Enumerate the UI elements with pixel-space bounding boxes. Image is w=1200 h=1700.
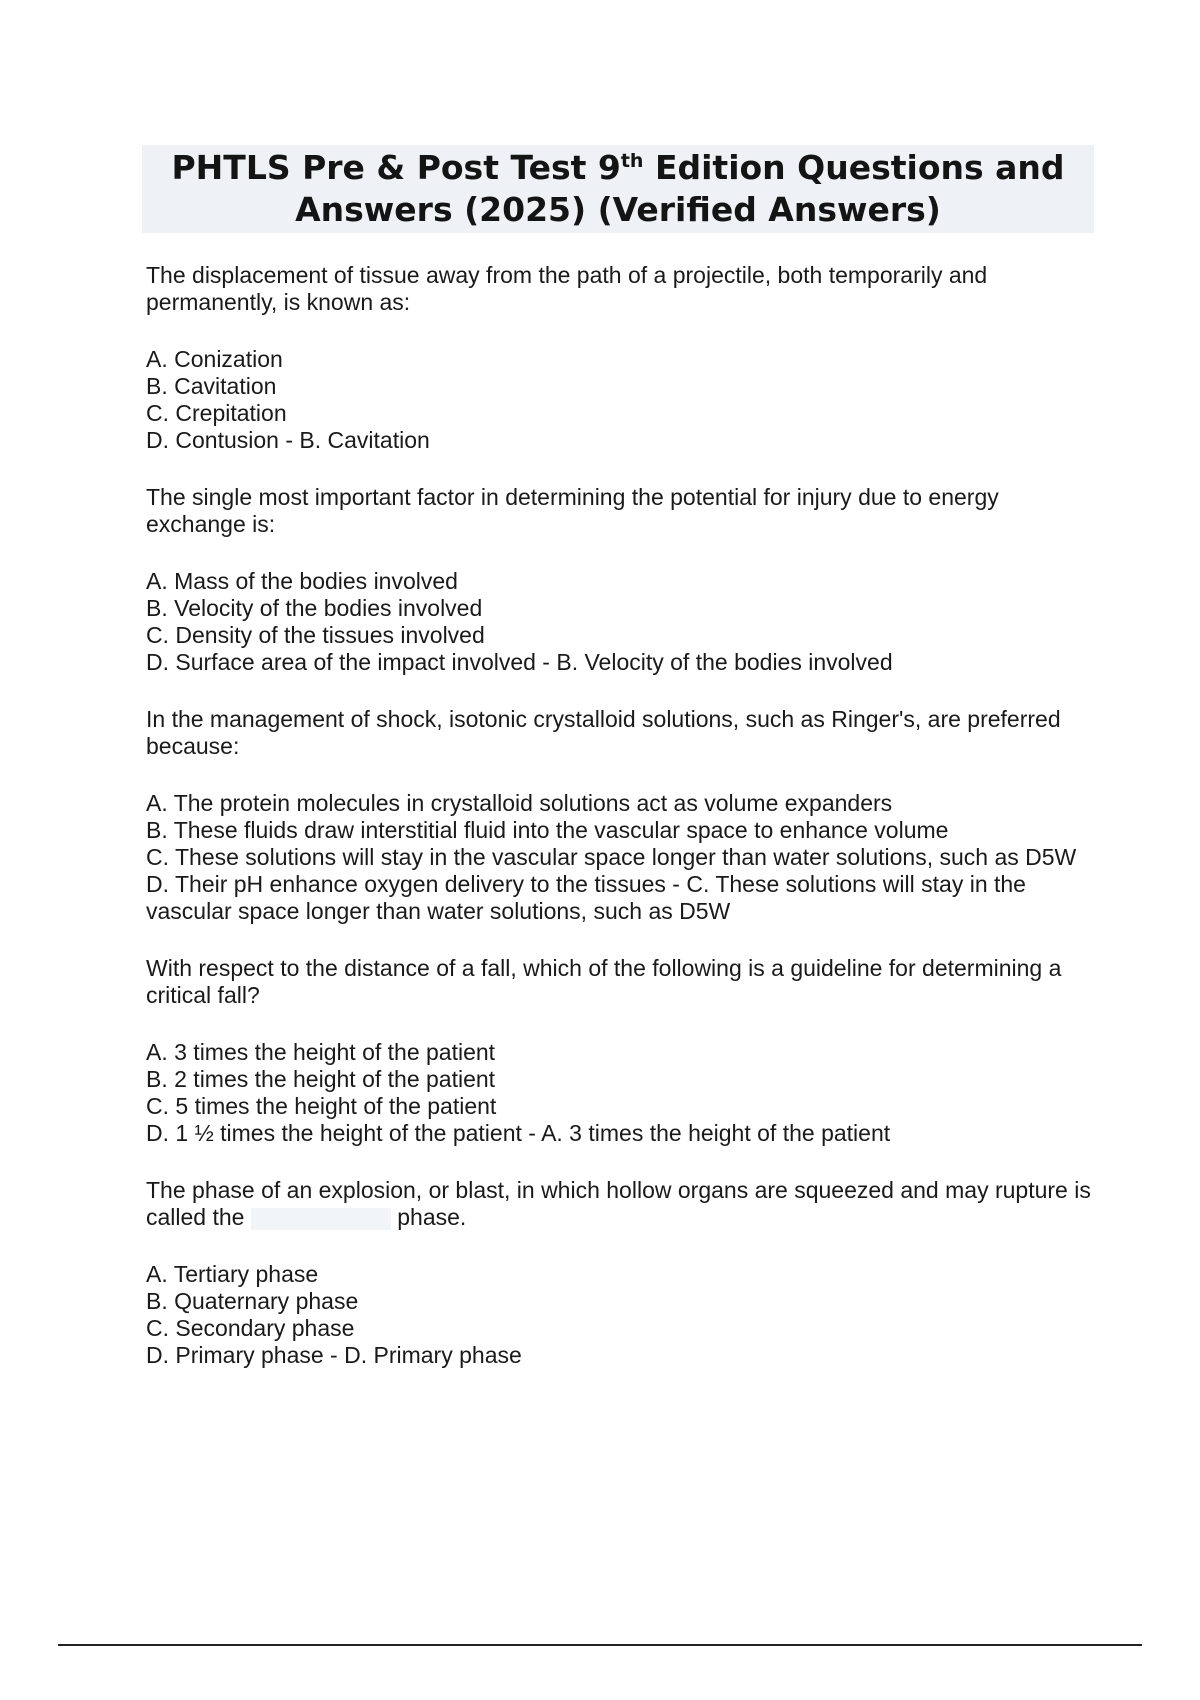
question-5 bbox=[146, 1177, 1096, 1369]
question-text-before-blank: The phase of an explosion, or blast, in which hollow organs are squeezed and may rupture is called the bbox=[146, 1177, 1091, 1230]
option-c: C. Secondary phase bbox=[146, 1315, 355, 1341]
title-line-1 bbox=[142, 147, 1094, 189]
answer-options bbox=[146, 346, 1096, 454]
title-superscript: th bbox=[620, 150, 644, 172]
option-a: A. The protein molecules in crystalloid solutions act as volume expanders bbox=[146, 790, 893, 816]
option-b: B. Quaternary phase bbox=[146, 1288, 359, 1314]
fill-in-blank bbox=[251, 1208, 391, 1230]
question-1 bbox=[146, 262, 1096, 454]
option-d-with-answer: D. Primary phase - D. Primary phase bbox=[146, 1342, 522, 1368]
document-title bbox=[142, 145, 1094, 233]
question-4 bbox=[146, 955, 1096, 1147]
question-text: The displacement of tissue away from the path of a projectile, both temporarily and permanently, is known as: bbox=[146, 262, 988, 315]
title-line-1-after: Edition Questions and bbox=[643, 148, 1065, 187]
option-c: C. Density of the tissues involved bbox=[146, 622, 485, 648]
answer-options bbox=[146, 1261, 1096, 1369]
option-b: B. Cavitation bbox=[146, 373, 277, 399]
answer-options bbox=[146, 790, 1096, 925]
option-d-with-answer: D. Surface area of the impact involved - B. Velocity of the bodies involved bbox=[146, 649, 893, 675]
footer-divider bbox=[58, 1644, 1142, 1646]
answer-options bbox=[146, 568, 1096, 676]
option-b: B. 2 times the height of the patient bbox=[146, 1066, 496, 1092]
option-d-with-answer: D. Contusion - B. Cavitation bbox=[146, 427, 430, 453]
question-3 bbox=[146, 706, 1096, 925]
option-b: B. These fluids draw interstitial fluid into the vascular space to enhance volume bbox=[146, 817, 949, 843]
option-a: A. Conization bbox=[146, 346, 283, 372]
title-line-2: Answers (2025) (Verified Answers) bbox=[295, 190, 941, 229]
option-c: C. These solutions will stay in the vascular space longer than water solutions, such as D5W bbox=[146, 844, 1077, 870]
question-text bbox=[146, 1177, 1096, 1231]
option-b: B. Velocity of the bodies involved bbox=[146, 595, 483, 621]
option-c: C. Crepitation bbox=[146, 400, 287, 426]
question-text: In the management of shock, isotonic crystalloid solutions, such as Ringer's, are preferred because: bbox=[146, 706, 1061, 759]
question-2 bbox=[146, 484, 1096, 676]
question-text-after-blank: phase. bbox=[397, 1204, 467, 1230]
question-text: The single most important factor in determining the potential for injury due to energy exchange is: bbox=[146, 484, 999, 537]
option-a: A. Tertiary phase bbox=[146, 1261, 319, 1287]
question-text: With respect to the distance of a fall, which of the following is a guideline for determining a critical fall? bbox=[146, 955, 1062, 1008]
option-d-with-answer: D. 1 ½ times the height of the patient - A. 3 times the height of the patient bbox=[146, 1120, 891, 1146]
answer-options bbox=[146, 1039, 1096, 1147]
option-a: A. 3 times the height of the patient bbox=[146, 1039, 496, 1065]
title-line-1-before: PHTLS Pre & Post Test 9 bbox=[171, 148, 621, 187]
question-list bbox=[146, 262, 1096, 1399]
option-a: A. Mass of the bodies involved bbox=[146, 568, 458, 594]
option-c: C. 5 times the height of the patient bbox=[146, 1093, 497, 1119]
option-d-with-answer: D. Their pH enhance oxygen delivery to the tissues - C. These solutions will stay in the vascular space longer than water solutions, such as D5W bbox=[146, 871, 1026, 924]
